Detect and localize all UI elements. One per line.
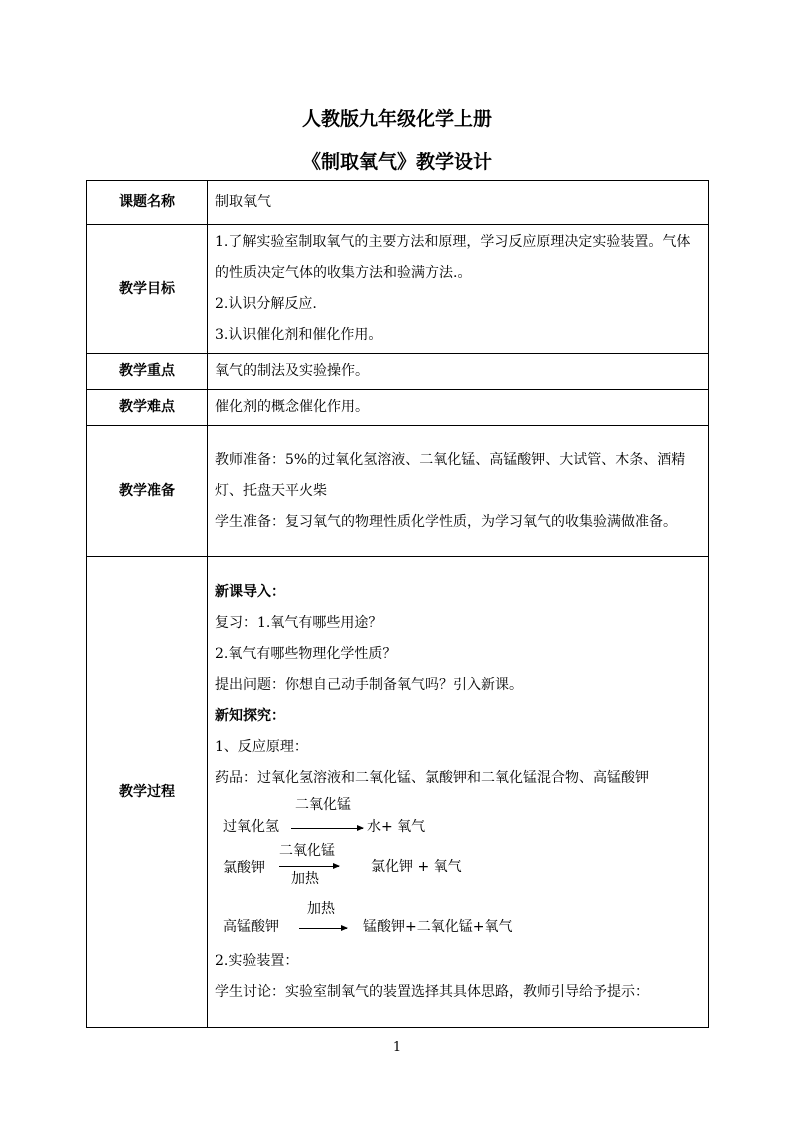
preparation-content bbox=[208, 426, 709, 557]
reaction-equation bbox=[215, 794, 703, 842]
preparation-teacher: 教师准备：5%的过氧化氢溶液、二氧化锰、高锰酸钾、大试管、木条、酒精灯、托盘天平火柴 bbox=[215, 451, 686, 499]
reaction-arrow bbox=[299, 928, 347, 929]
table-row-key-points bbox=[87, 354, 709, 390]
intro-line: 提出问题：你想自己动手制备氧气吗？引入新课。 bbox=[215, 676, 523, 693]
page-number: 1 bbox=[392, 1040, 402, 1055]
reaction-reactant: 过氧化氢 bbox=[223, 818, 279, 835]
reaction-condition-below: 加热 bbox=[291, 870, 319, 887]
goals-label: 教学目标 bbox=[87, 225, 208, 354]
key-points-label: 教学重点 bbox=[87, 354, 208, 390]
table-row-preparation bbox=[87, 426, 709, 557]
reagents-text: 药品：过氧化氢溶液和二氧化锰、氯酸钾和二氧化锰混合物、高锰酸钾 bbox=[215, 769, 649, 786]
topic-label: 课题名称 bbox=[87, 181, 208, 225]
intro-heading: 新课导入： bbox=[215, 583, 285, 600]
process-content bbox=[208, 557, 709, 1028]
goal-item: 2.认识分解反应. bbox=[215, 296, 317, 312]
reaction-product: 氯化钾 + 氧气 bbox=[371, 858, 462, 875]
difficulties-label: 教学难点 bbox=[87, 390, 208, 426]
document-subtitle: 《制取氧气》教学设计 bbox=[301, 151, 492, 173]
table-row-difficulties bbox=[87, 390, 709, 426]
topic-value: 制取氧气 bbox=[208, 181, 709, 225]
intro-line: 复习：1.氧气有哪些用途？ bbox=[215, 614, 383, 631]
table-row-process bbox=[87, 557, 709, 1028]
preparation-label: 教学准备 bbox=[87, 426, 208, 557]
preparation-student: 学生准备：复习氧气的物理性质化学性质，为学习氧气的收集验满做准备。 bbox=[215, 513, 677, 530]
principle-heading: 1、反应原理： bbox=[215, 738, 308, 755]
difficulties-value: 催化剂的概念催化作用。 bbox=[208, 390, 709, 426]
reaction-product: 水+ 氧气 bbox=[367, 818, 426, 835]
reaction-reactant: 氯酸钾 bbox=[223, 859, 265, 876]
apparatus-heading: 2.实验装置： bbox=[215, 952, 299, 969]
discussion-text: 学生讨论：实验室制氧气的装置选择其具体思路，教师引导给予提示： bbox=[215, 983, 649, 1000]
reaction-equation bbox=[215, 842, 703, 894]
intro-line: 2.氧气有哪些物理化学性质？ bbox=[215, 645, 397, 662]
reaction-arrow bbox=[291, 828, 363, 829]
explore-heading: 新知探究： bbox=[215, 707, 285, 724]
table-row-goals bbox=[87, 225, 709, 354]
key-points-value: 氧气的制法及实验操作。 bbox=[208, 354, 709, 390]
goal-item: 1.了解实验室制取氧气的主要方法和原理，学习反应原理决定实验装置。气体的性质决定气体的收集方法和验满方法.。 bbox=[215, 234, 691, 281]
reaction-equation bbox=[215, 894, 703, 946]
reaction-arrow bbox=[279, 866, 339, 867]
goal-item: 3.认识催化剂和催化作用。 bbox=[215, 327, 383, 343]
process-label: 教学过程 bbox=[87, 557, 208, 1028]
reaction-product: 锰酸钾+二氧化锰+氧气 bbox=[363, 918, 513, 935]
table-row-topic bbox=[87, 181, 709, 225]
reaction-condition-above: 二氧化锰 bbox=[295, 796, 351, 813]
reaction-condition-above: 二氧化锰 bbox=[279, 842, 335, 859]
lesson-plan-table bbox=[86, 180, 709, 1028]
document-title: 人教版九年级化学上册 bbox=[301, 108, 492, 130]
reaction-reactant: 高锰酸钾 bbox=[223, 918, 279, 935]
goals-content bbox=[208, 225, 709, 354]
reaction-condition-above: 加热 bbox=[307, 900, 335, 917]
